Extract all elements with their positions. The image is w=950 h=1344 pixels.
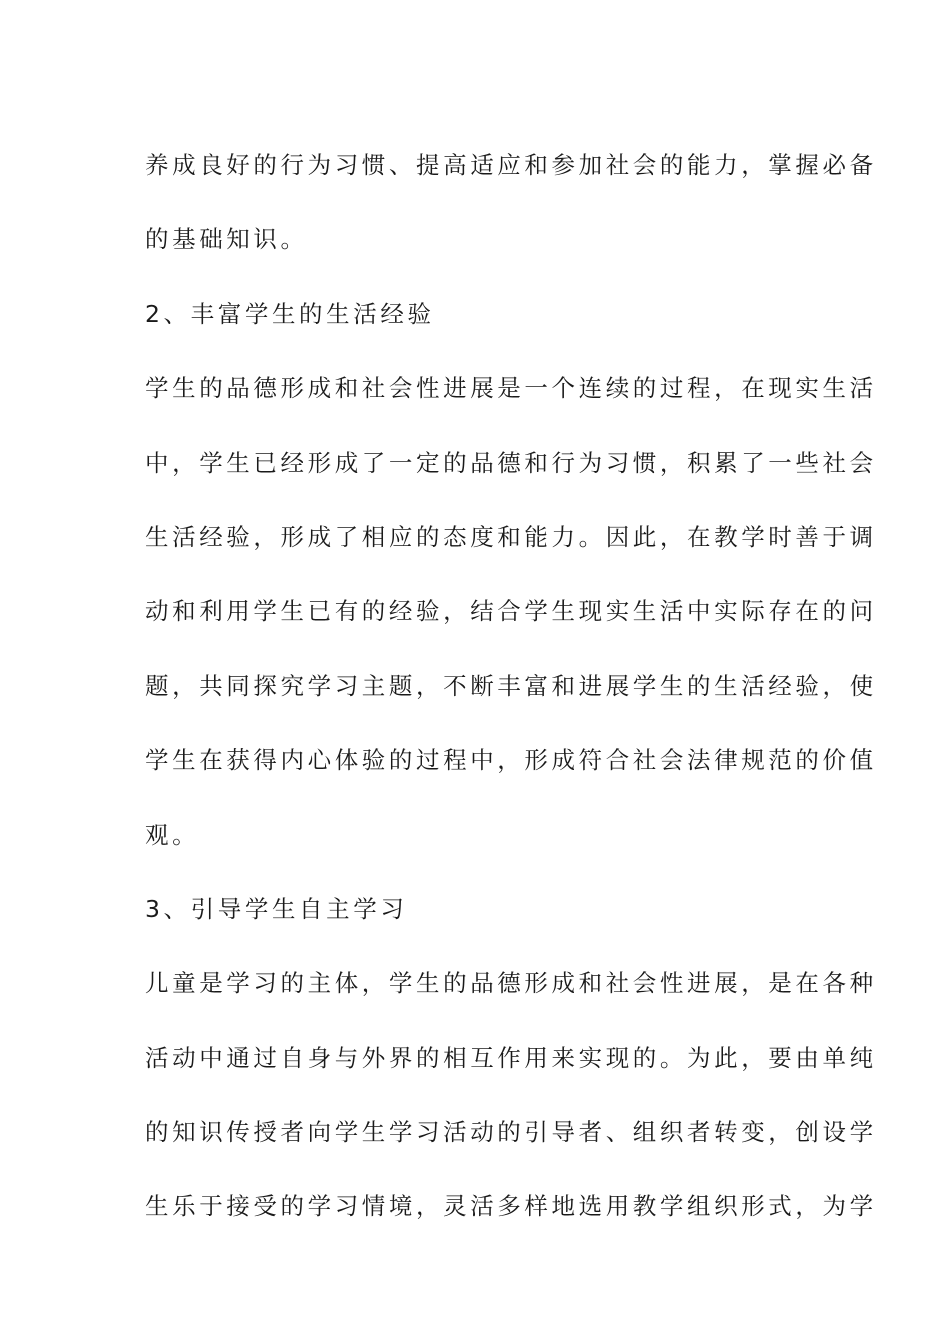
text-line: 儿童是学习的主体，学生的品德形成和社会性进展，是在各种 <box>145 969 877 998</box>
paragraph-autonomous-learning <box>145 946 877 1244</box>
text-line: 观。 <box>145 820 200 849</box>
text-line: 中，学生已经形成了一定的品德和行为习惯，积累了一些社会 <box>145 448 877 477</box>
text-line: 学生在获得内心体验的过程中，形成符合社会法律规范的价值 <box>145 746 877 775</box>
text-line: 题，共同探究学习主题，不断丰富和进展学生的生活经验，使 <box>145 671 877 700</box>
paragraph-life-experience <box>145 351 877 872</box>
section-heading-2: 2、丰富学生的生活经验 <box>145 299 435 328</box>
text-line: 活动中通过自身与外界的相互作用来实现的。为此，要由单纯 <box>145 1043 877 1072</box>
text-line: 生乐于接受的学习情境，灵活多样地选用教学组织形式，为学 <box>145 1192 877 1221</box>
text-line: 养成良好的行为习惯、提高适应和参加社会的能力，掌握必备 <box>145 151 877 179</box>
text-line: 的知识传授者向学生学习活动的引导者、组织者转变，创设学 <box>145 1118 877 1147</box>
paragraph-habits <box>145 128 877 277</box>
text-line: 学生的品德形成和社会性进展是一个连续的过程，在现实生活 <box>145 374 877 403</box>
text-line: 动和利用学生已有的经验，结合学生现实生活中实际存在的问 <box>145 597 877 626</box>
section-heading-3: 3、引导学生自主学习 <box>145 894 408 923</box>
document-body <box>145 128 877 1244</box>
text-line: 生活经验，形成了相应的态度和能力。因此，在教学时善于调 <box>145 522 877 551</box>
text-line: 的基础知识。 <box>145 225 308 254</box>
